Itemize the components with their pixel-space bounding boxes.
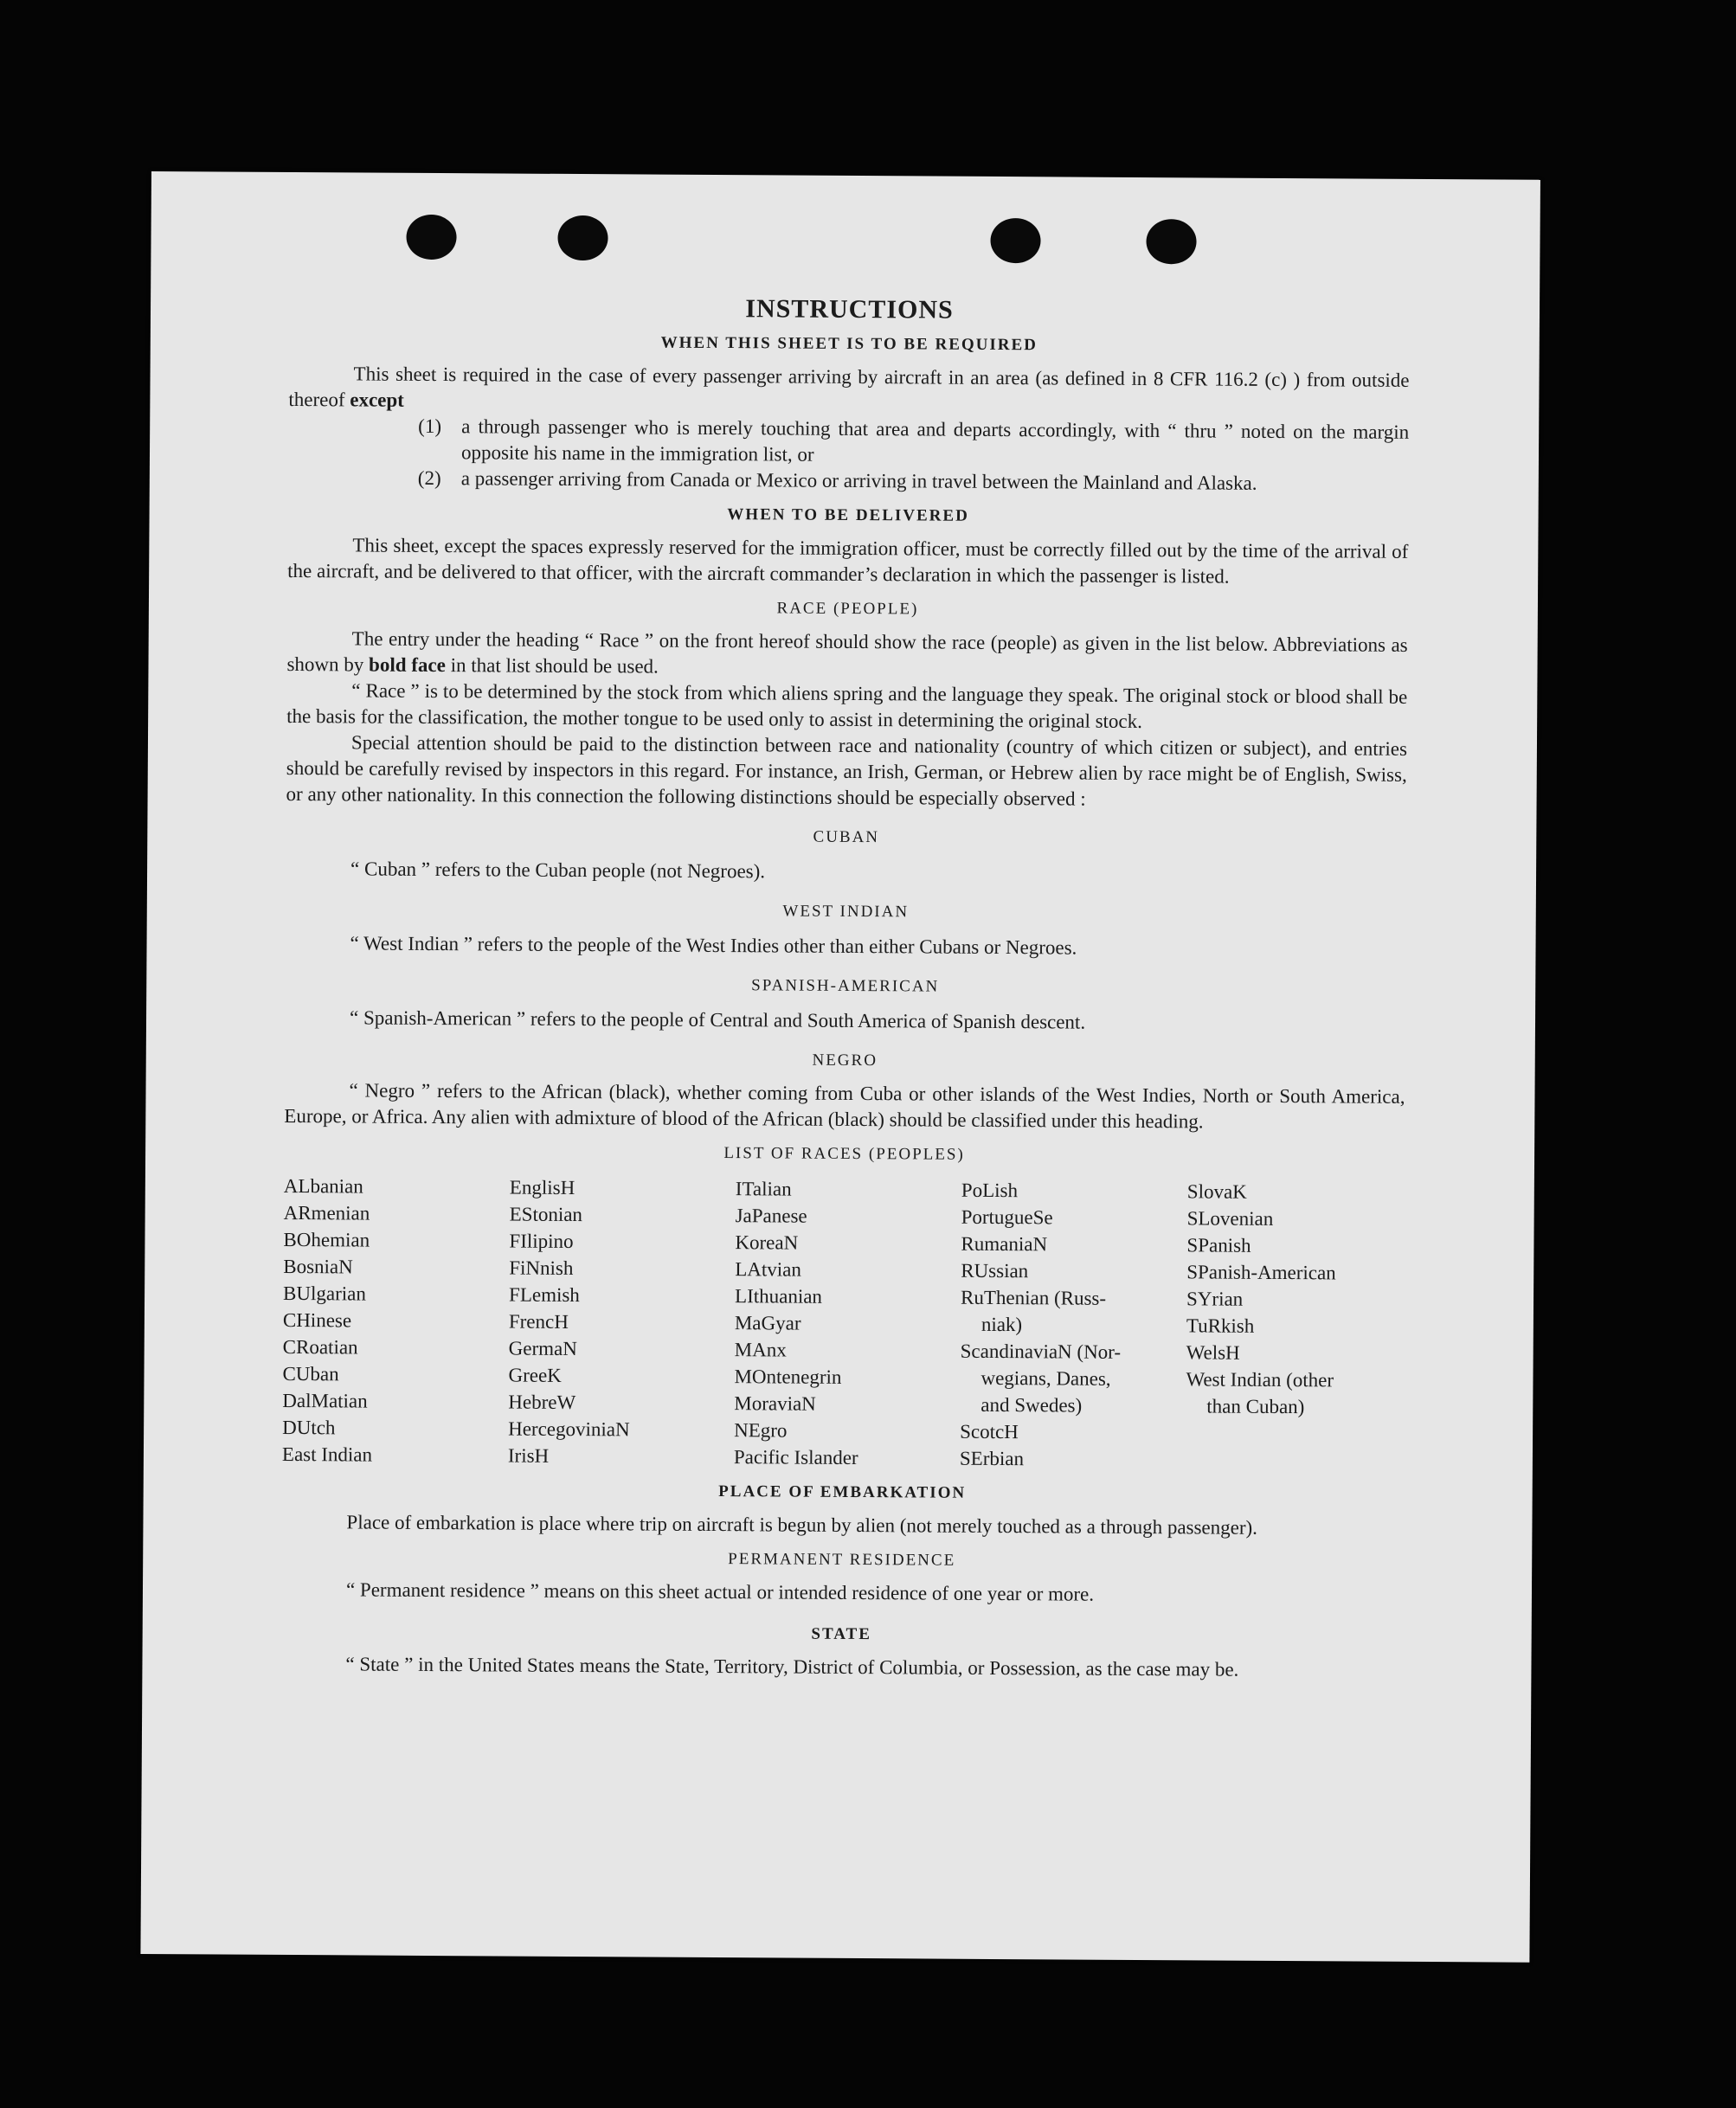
heading-list-of-races: LIST OF RACES (PEOPLES) — [723, 1144, 965, 1164]
race-item-continuation: and Swedes) — [981, 1393, 1083, 1417]
race-item: ARmenian — [283, 1201, 370, 1224]
race-item: ALbanian — [283, 1174, 363, 1198]
race-item: ScotcH — [960, 1420, 1019, 1443]
section-heading-delivered: WHEN TO BE DELIVERED — [727, 505, 969, 525]
section-heading-required: WHEN THIS SHEET IS TO BE REQUIRED — [660, 333, 1038, 355]
race-item: WelsH — [1186, 1341, 1240, 1364]
race-item: LAtvian — [735, 1258, 801, 1281]
race-item: BOhemian — [283, 1228, 370, 1251]
race-item: BUlgarian — [283, 1282, 366, 1305]
instructions-content — [280, 293, 1410, 1684]
race-item: MaGyar — [734, 1312, 801, 1334]
races-column — [508, 1174, 727, 1471]
delivered-paragraph: This sheet, except the spaces expressly reserved for the immigration officer, must be correctly filled out by the time of the arrival of the aircraft, and be delivered to that officer, with the aircraft commander’s declaration in which the passenger is listed. — [287, 534, 1409, 588]
race-item: SlovaK — [1186, 1180, 1247, 1203]
race-item: FrencH — [508, 1310, 569, 1333]
section-heading-race: RACE (PEOPLE) — [776, 599, 919, 619]
race-item: CRoatian — [282, 1335, 358, 1359]
races-list — [282, 1173, 1405, 1475]
required-paragraph: This sheet is required in the case of every passenger arriving by aircraft in an area (as defined in 8 CFR 116.2 (c) ) from outside thereof except — [288, 363, 1410, 411]
race-paragraph-2: “ Race ” is to be determined by the stock from which aliens spring and the language they speak. The original stock or blood shall be the basis for the classification, the mother tongue to be used only to assist in determining the original stock. — [286, 679, 1408, 733]
race-item: MoraviaN — [734, 1392, 816, 1415]
race-item: HercegoviniaN — [508, 1417, 630, 1441]
race-item: SPanish — [1186, 1234, 1251, 1256]
race-item: FLemish — [509, 1283, 580, 1307]
race-item: SLovenian — [1186, 1207, 1274, 1230]
race-item: East Indian — [281, 1443, 373, 1466]
race-item: DUtch — [282, 1416, 336, 1439]
punch-hole — [406, 215, 456, 260]
document-page — [140, 171, 1540, 1963]
race-item: West Indian (other — [1186, 1368, 1334, 1391]
embarkation-text: Place of embarkation is place where trip on aircraft is begun by alien (not merely touched as a through passenger). — [346, 1511, 1258, 1539]
race-item: GreeK — [508, 1364, 562, 1386]
race-item: SYrian — [1186, 1288, 1244, 1310]
heading-state: STATE — [811, 1624, 872, 1644]
races-column — [960, 1177, 1179, 1474]
race-item: DalMatian — [282, 1389, 368, 1412]
race-item: CHinese — [282, 1308, 352, 1332]
exception-item: (2) a passenger arriving from Canada or Mexico or arriving in travel between the Mainland and Alaska. — [417, 466, 1257, 494]
heading-permanent-residence: PERMANENT RESIDENCE — [728, 1550, 956, 1570]
page-title: INSTRUCTIONS — [745, 294, 954, 325]
race-item: ITalian — [735, 1178, 792, 1200]
races-column — [282, 1173, 501, 1469]
race-item: NEgro — [734, 1419, 788, 1442]
race-item: EnglisH — [509, 1176, 575, 1199]
race-item: SErbian — [959, 1447, 1025, 1470]
race-item: HebreW — [508, 1391, 576, 1414]
race-item: ScandinaviaN (Nor- — [960, 1340, 1122, 1363]
race-item-continuation: wegians, Danes, — [981, 1366, 1111, 1390]
state-text: “ State ” in the United States means the State, Territory, District of Columbia, or Possession, as the case may be. — [345, 1653, 1239, 1681]
punch-hole — [1146, 219, 1196, 264]
heading-embarkation: PLACE OF EMBARKATION — [718, 1482, 967, 1502]
race-item: KoreaN — [735, 1231, 799, 1254]
race-item: PoLish — [961, 1179, 1019, 1202]
heading-negro: NEGRO — [812, 1051, 878, 1070]
race-item: EStonian — [509, 1203, 583, 1226]
race-item: GermaN — [508, 1337, 577, 1360]
negro-text: “ Negro ” refers to the African (black), whether coming from Cuba or other islands of the West Indies, North or South America, Europe, or Africa. Any alien with admixture of blood of the African (black) should be classified under this heading. — [284, 1079, 1405, 1133]
race-paragraph-1: The entry under the heading “ Race ” on the front hereof should show the race (people) as given in the list below. Abbreviations as shown by bold face in that list should be used. — [286, 627, 1408, 678]
heading-spanish-american: SPANISH-AMERICAN — [751, 976, 940, 996]
race-item: FIlipino — [509, 1230, 574, 1253]
race-item: BosniaN — [283, 1255, 353, 1278]
exception-item: (1) a through passenger who is merely touching that area and departs accordingly, with “ thru ” noted on the margin opposite his name in the immigration list, or — [418, 415, 1410, 466]
race-item: MOntenegrin — [734, 1366, 842, 1388]
race-item: JaPanese — [735, 1205, 807, 1227]
west-indian-text: “ West Indian ” refers to the people of the West Indies other than either Cubans or Negroes. — [350, 932, 1077, 959]
race-item: MAnx — [734, 1339, 787, 1361]
cuban-text: “ Cuban ” refers to the Cuban people (not Negroes). — [350, 858, 766, 883]
races-column — [1186, 1178, 1405, 1475]
race-item-continuation: niak) — [981, 1313, 1023, 1336]
race-item: RUssian — [961, 1259, 1029, 1282]
heading-cuban: CUBAN — [813, 827, 880, 847]
race-item: TuRkish — [1186, 1314, 1255, 1337]
race-item: CUban — [282, 1362, 339, 1385]
residence-text: “ Permanent residence ” means on this sheet actual or intended residence of one year or more. — [345, 1578, 1095, 1605]
races-column — [734, 1175, 953, 1472]
race-item: FiNnish — [509, 1256, 574, 1280]
punch-hole — [990, 218, 1040, 263]
spanish-american-text: “ Spanish-American ” refers to the people of Central and South America of Spanish descent. — [349, 1006, 1086, 1033]
race-item: Pacific Islander — [733, 1446, 858, 1469]
race-item: RumaniaN — [961, 1232, 1048, 1256]
race-item-continuation: than Cuban) — [1206, 1395, 1305, 1418]
race-paragraph-3: Special attention should be paid to the distinction between race and nationality (country of which citizen or subject), and entries should be carefully revised by inspectors in this regard. For instance, an Irish, German, or Hebrew alien by race might be of English, Swiss, or any other nationality. In this connection the following distinctions should be especially observed : — [286, 731, 1408, 810]
race-item: LIthuanian — [734, 1285, 823, 1308]
race-item: PortugueSe — [961, 1205, 1053, 1229]
race-item: RuThenian (Russ- — [960, 1286, 1107, 1309]
punch-hole — [557, 215, 608, 260]
race-item: IrisH — [507, 1444, 550, 1467]
race-item: SPanish-American — [1186, 1261, 1336, 1284]
heading-west-indian: WEST INDIAN — [782, 902, 910, 922]
